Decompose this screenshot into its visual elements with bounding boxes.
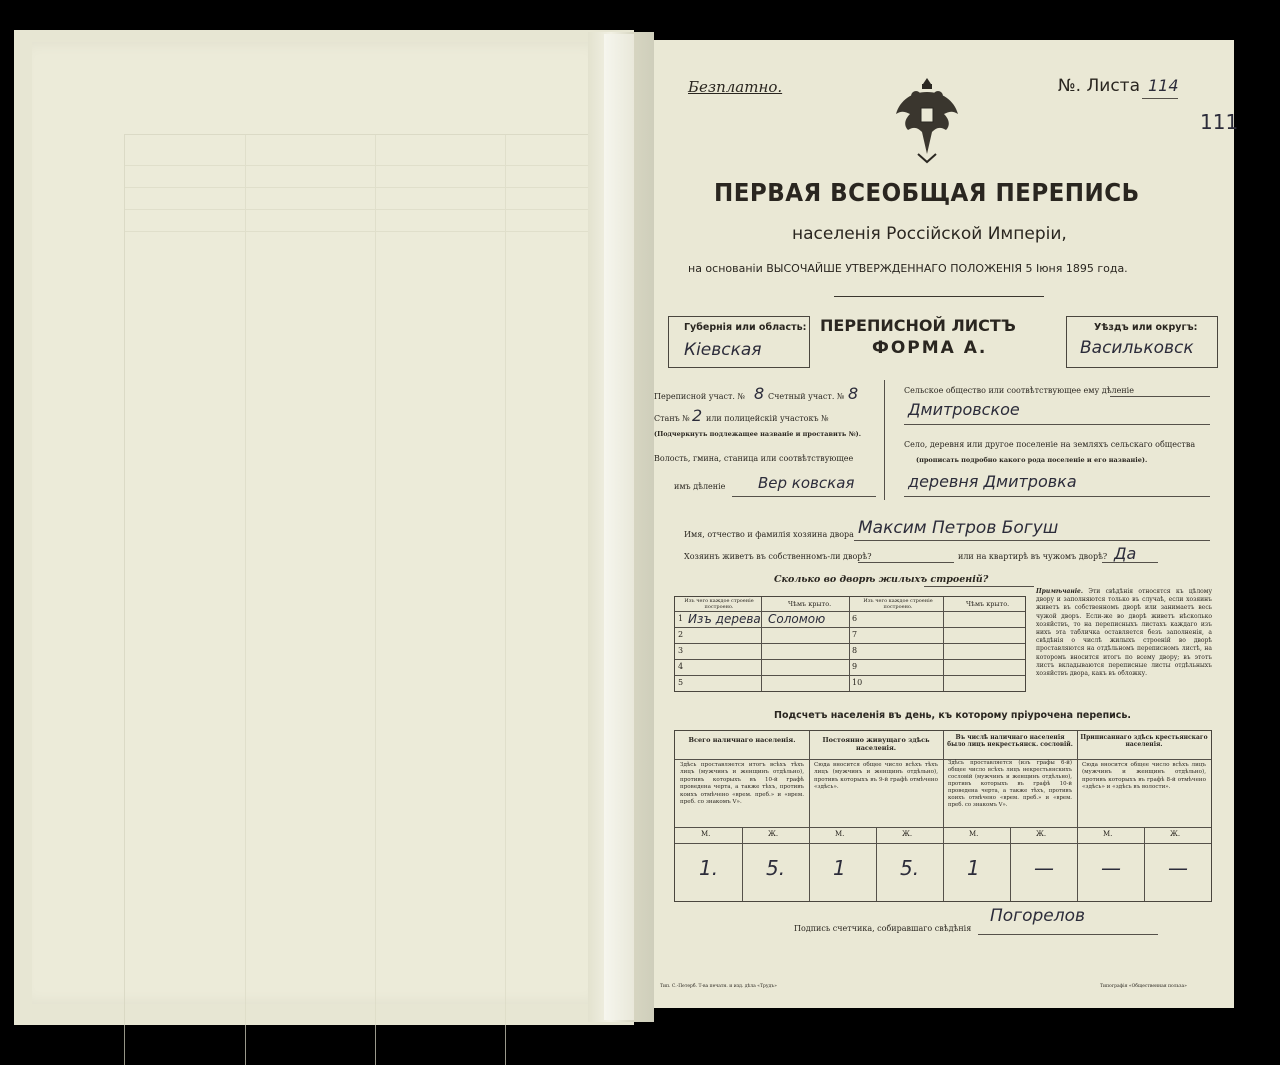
form-title: ФОРМА А. <box>872 338 988 358</box>
building-row-number: 9 <box>852 662 858 671</box>
pop-col2-text: Сюда вносится общее число всѣхъ тѣхъ лицъ (мужчинъ и женщинъ отдѣльно), противъ которыхъ въ 9-й графѣ отмѣчено «здѣсь». <box>814 762 938 791</box>
population-heading: Подсчетъ населенія въ день, къ которому пріурочена перепись. <box>774 710 1132 721</box>
owner-value: Максим Петров Богуш <box>858 518 1059 538</box>
row1-material: Изъ дерева <box>688 612 761 626</box>
male-column-header: М. <box>1103 830 1113 838</box>
buildings-col-material-2: Изъ чего каждое строеніе построено. <box>863 598 933 610</box>
stan-label: Станъ № <box>654 414 690 423</box>
police-label: или полицейскій участокъ № <box>706 414 829 423</box>
population-value: 1 <box>833 856 846 880</box>
population-value: — <box>1101 856 1121 880</box>
male-column-header: М. <box>701 830 711 838</box>
district-value: Васильковск <box>1080 338 1194 358</box>
population-value: 1 <box>967 856 980 880</box>
province-value: Кіевская <box>684 340 762 360</box>
free-label: Безплатно. <box>688 78 783 96</box>
rented-label: или на квартирѣ въ чужомъ дворѣ? <box>958 552 1108 561</box>
volost-value: Вер ковская <box>758 474 855 492</box>
settlement-label: Село, деревня или другое поселеніе на земляхъ сельскаго общества <box>904 440 1196 449</box>
population-value: — <box>1034 856 1054 880</box>
note-label: Примѣчаніе. <box>1036 588 1083 595</box>
pop-col2-title: Постоянно живущаго здѣсь населенія. <box>822 736 930 752</box>
buildings-table <box>674 596 1026 692</box>
volost-label-2: имъ дѣленіе <box>674 482 726 491</box>
gutter-fold <box>604 34 634 1020</box>
buildings-col-roof-2: Чѣмъ крыто. <box>966 600 1010 608</box>
row1-roof: Соломою <box>768 612 826 626</box>
pop-col3-text: Здѣсь проставляется (изъ графы 6-й) общее число всѣхъ лицъ некрестьянскихъ сословій (мужчинъ и женщинъ отдѣльно), противъ которыхъ въ графѣ 10-й проведена черта, а также тѣхъ, противъ коихъ отмѣчено «врем. преб.» и «врем. преб. со знакомъ V». <box>948 760 1072 808</box>
census-area-label: Переписной участ. № <box>654 392 746 401</box>
pop-col3-title: Въ числѣ наличнаго населенія было лицъ некрестьянск. сословій. <box>947 734 1073 748</box>
census-area-value: 8 <box>754 384 765 403</box>
building-row-number: 2 <box>678 630 684 639</box>
signature-value: Погорелов <box>990 906 1086 926</box>
corner-page-number: 111 <box>1200 110 1239 134</box>
census-basis: на основаніи ВЫСОЧАЙШЕ УТВЕРЖДЕННАГО ПОЛОЖЕНІЯ 5 Іюня 1895 года. <box>688 262 1128 275</box>
population-value: 5. <box>766 856 786 880</box>
buildings-col-roof: Чѣмъ крыто. <box>788 600 832 608</box>
note-block <box>1036 588 1212 678</box>
female-column-header: Ж. <box>1036 830 1047 838</box>
stan-value: 2 <box>692 406 703 425</box>
pop-col1-text: Здѣсь проставляется итогъ всѣхъ тѣхъ лицъ (мужчинъ и женщинъ отдѣльно), противъ которыхъ въ 10-й графѣ проведена черта, а также тѣхъ, противъ коихъ отмѣчено «врем. преб.» и «врем. преб. со знакомъ V». <box>680 762 804 806</box>
building-row-number: 4 <box>678 662 684 671</box>
printer-left: Тип. С.-Петерб. Т-ва печатн. и изд. дѣла «Трудъ» <box>660 984 777 989</box>
count-area-label: Счетный участ. № <box>768 392 845 401</box>
underline-note: (Подчеркнуть подлежащее названіе и проставить №). <box>654 430 861 438</box>
sheet-number-value: 114 <box>1148 76 1179 95</box>
village-society-label: Сельское общество или соотвѣтствующее ему дѣленіе <box>904 386 1134 395</box>
settlement-note: (прописать подробно какого рода поселеніе и его названіе). <box>916 456 1148 464</box>
rented-value: Да <box>1114 544 1137 563</box>
signature-label: Подпись счетчика, собиравшаго свѣдѣнія <box>794 924 972 933</box>
female-column-header: Ж. <box>768 830 779 838</box>
building-row-number: 8 <box>852 646 858 655</box>
building-row-number: 6 <box>852 614 858 623</box>
province-label: Губернія или область: <box>684 322 807 333</box>
female-column-header: Ж. <box>902 830 913 838</box>
building-row-number: 7 <box>852 630 858 639</box>
show-through-grid <box>124 134 611 1065</box>
double-headed-eagle-icon <box>892 70 962 164</box>
own-yard-label: Хозяинъ живетъ въ собственномъ-ли дворѣ? <box>684 552 872 561</box>
note-text: Эти свѣдѣнія относятся къ цѣлому двору и заполняются только въ случаѣ, если хозяинъ живетъ въ собственномъ дворѣ или занимаетъ весь чужой дворъ. Если-же во дворѣ живетъ нѣсколько хозяйствъ, то на переписныхъ листахъ каждаго изъ нихъ эта табличка оставляется безъ заполненія, а свѣдѣнія о числѣ жилыхъ строеній во дворѣ проставляются на отдѣльномъ переписномъ листѣ, на которомъ вносится итогъ по всему двору; въ этотъ листъ вкладываются переписные листы отдѣльныхъ хозяйствъ двора, какъ въ обложку. <box>1036 588 1212 678</box>
building-row-number: 10 <box>852 678 863 687</box>
settlement-value: деревня Дмитровка <box>908 472 1077 491</box>
printer-right: Типографія «Общественная польза» <box>1100 984 1187 989</box>
buildings-question: Сколько во дворѣ жилыхъ строеній? <box>774 574 989 585</box>
population-value: — <box>1168 856 1188 880</box>
buildings-col-material: Изъ чего каждое строеніе построено. <box>684 598 754 610</box>
village-society-value: Дмитровское <box>908 400 1020 419</box>
pop-col1-title: Всего наличнаго населенія. <box>688 736 796 744</box>
male-column-header: М. <box>969 830 979 838</box>
sheet-number-label: №. Листа <box>1058 76 1140 96</box>
building-row-number: 5 <box>678 678 684 687</box>
left-blank-page <box>32 42 610 1004</box>
census-subtitle: населенія Россійской Имперіи, <box>792 224 1067 244</box>
building-row-number: 3 <box>678 646 684 655</box>
population-value: 5. <box>900 856 920 880</box>
owner-label: Имя, отчество и фамилія хозяина двора <box>684 530 854 539</box>
population-table <box>674 730 1212 902</box>
pop-col4-text: Сюда вносится общее число всѣхъ лицъ (мужчинъ и женщинъ отдѣльно), противъ которыхъ въ графѣ 8-й отмѣчено «здѣсь» и «здѣсь въ волости». <box>1082 762 1206 791</box>
pop-col4-title: Приписаннаго здѣсь крестьянскаго населенія. <box>1080 734 1208 748</box>
census-main-title: ПЕРВАЯ ВСЕОБЩАЯ ПЕРЕПИСЬ <box>714 178 1140 207</box>
census-form-page <box>654 40 1239 1008</box>
male-column-header: М. <box>835 830 845 838</box>
building-row-number: 1 <box>678 614 684 623</box>
sheet-title: ПЕРЕПИСНОЙ ЛИСТЪ <box>820 316 1016 335</box>
female-column-header: Ж. <box>1170 830 1181 838</box>
population-value: 1. <box>699 856 719 880</box>
district-label: Уѣздъ или округъ: <box>1094 322 1198 333</box>
volost-label: Волость, гмина, станица или соотвѣтствующее <box>654 454 854 463</box>
count-area-value: 8 <box>848 384 859 403</box>
